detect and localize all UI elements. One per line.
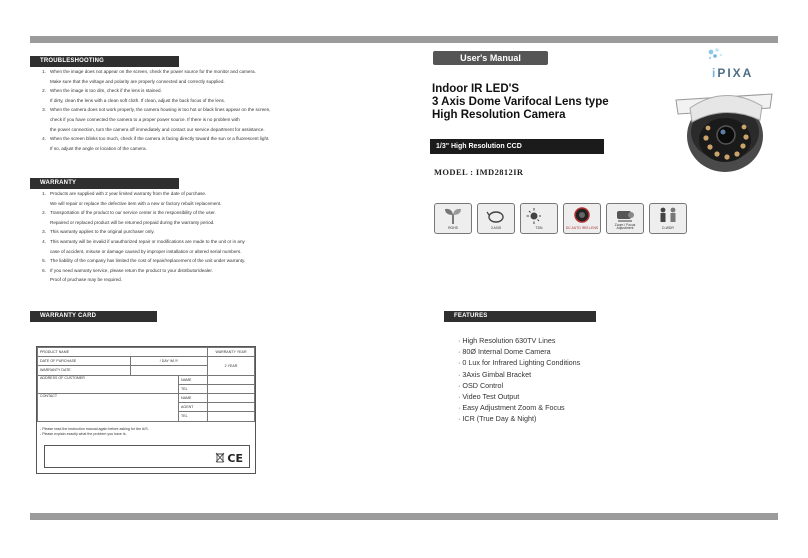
item-number: 3. xyxy=(42,229,46,235)
card-note-2: - Please explain exactly what the problem you have is. xyxy=(40,432,127,436)
feature-item: · OSD Control xyxy=(458,380,580,391)
top-band xyxy=(30,36,778,43)
list-item xyxy=(34,227,294,237)
tel-field xyxy=(208,384,255,393)
list-item xyxy=(34,247,294,257)
product-title-line-3: High Resolution Camera xyxy=(432,109,566,121)
item-number: 6. xyxy=(42,267,46,273)
ccd-label-bar: 1/3" High Resolution CCD xyxy=(430,139,604,154)
list-item xyxy=(34,125,294,135)
list-item xyxy=(34,86,294,96)
item-text: The liability of the company has limited the cost of repair/replacement of the unit under warranty. xyxy=(50,258,246,264)
list-item xyxy=(34,189,294,199)
item-text: Transportation of the product to our service center is the responsibility of the user. xyxy=(50,210,216,216)
troubleshooting-heading: TROUBLESHOOTING xyxy=(30,56,179,67)
three-axis-label: 3 AXIS xyxy=(490,226,502,231)
feature-item: · Video Test Output xyxy=(458,391,580,402)
product-name-label: PRODUCT NAME xyxy=(38,348,208,357)
item-text: This warranty will be invalid if unauthorized repair or modifications are made to the unit or in any xyxy=(50,238,245,244)
features-list xyxy=(458,335,580,425)
feature-item: · 80Ø Internal Dome Camera xyxy=(458,346,580,357)
lens-icon xyxy=(571,206,593,226)
list-item xyxy=(34,266,294,276)
item-text: When the camera does not work properly, the camera housing is too hot or black lines appear on the screen, xyxy=(50,107,271,113)
three-axis-badge xyxy=(477,203,515,234)
item-text: Make sure that the voltage and polarity are properly connected and correctly supplied. xyxy=(50,78,225,84)
item-text: We will repair or replace the defective item with a new or factory rebuilt replacement. xyxy=(50,200,222,206)
logo-rest-letters: PIXA xyxy=(717,66,754,80)
list-item xyxy=(34,96,294,106)
people-icon xyxy=(655,206,681,226)
tel-label: TEL xyxy=(179,384,208,393)
tel-field-2 xyxy=(208,412,255,421)
item-text: Proof of pruchase may be required. xyxy=(50,277,123,283)
list-item xyxy=(34,144,294,154)
item-text: If so, adjust the angle or location of the camera. xyxy=(50,145,147,151)
item-number: 1. xyxy=(42,191,46,196)
tel-label-2: TEL xyxy=(179,412,208,421)
dc-auto-iris-badge xyxy=(563,203,601,234)
list-item xyxy=(34,77,294,87)
troubleshooting-list xyxy=(34,67,294,153)
product-title-line-2: 3 Axis Dome Varifocal Lens type xyxy=(432,96,609,108)
leaf-icon xyxy=(442,206,464,226)
item-text: case of accident, misuse or damage caused by improper installation or altered serial numbers. xyxy=(50,248,242,254)
tdn-badge xyxy=(520,203,558,234)
rohs-label: ROHS xyxy=(448,226,458,231)
date-fields: / DAY /M /Y xyxy=(131,357,208,366)
signature-box xyxy=(44,445,250,468)
zoom-focus-badge xyxy=(606,203,644,234)
contact-label: CONTACT xyxy=(38,393,179,421)
features-heading: FEATURES xyxy=(444,311,596,322)
list-item xyxy=(34,134,294,144)
item-text: If dirty, clean the lens with a clean soft cloth. If clean, adjust the back focus of the lens. xyxy=(50,97,226,103)
list-item xyxy=(34,237,294,247)
agent-field xyxy=(208,403,255,412)
feature-item: · 3Axis Gimbal Bracket xyxy=(458,369,580,380)
item-text: If you need warranty service, please return the product to your distributor/dealer. xyxy=(50,267,213,273)
list-item xyxy=(34,256,294,266)
feature-item: · High Resolution 630TV Lines xyxy=(458,335,580,346)
warranty-date-field xyxy=(131,366,208,375)
warranty-date-label: WARRANTY DATE xyxy=(38,366,131,375)
ipixa-logo xyxy=(712,66,753,80)
warranty-heading: WARRANTY xyxy=(30,178,179,189)
item-number: 4. xyxy=(42,238,46,244)
name-field-2 xyxy=(208,393,255,402)
warranty-list xyxy=(34,189,294,285)
card-notes xyxy=(40,427,149,437)
product-title xyxy=(432,83,609,122)
rotate-icon xyxy=(485,206,507,226)
card-note-1: - Please read the instruction manual again before asking for the A/S. xyxy=(40,427,149,431)
date-of-purchase-label: DATE OF PURCHASE xyxy=(38,357,131,366)
item-text: check if you have connected the camera to a proper power source. If there is no problem with xyxy=(50,116,240,122)
item-text: Repaired or replaced product will be returned prepaid during the warranty period. xyxy=(50,219,215,225)
ce-mark-icon: CE xyxy=(227,452,243,465)
list-item xyxy=(34,199,294,209)
bottom-band xyxy=(30,513,778,520)
dome-camera-icon xyxy=(670,80,778,176)
item-number: 3. xyxy=(42,107,46,113)
name-field xyxy=(208,375,255,384)
dwdr-label: D-WDR xyxy=(662,226,674,231)
list-item xyxy=(34,115,294,125)
list-item xyxy=(34,218,294,228)
feature-item: · Easy Adjustment Zoom & Focus xyxy=(458,402,580,413)
sun-moon-icon xyxy=(526,206,552,226)
name-label-2: NAME xyxy=(179,393,208,402)
item-number: 1. xyxy=(42,69,46,74)
feature-item: · ICR (True Day & Night) xyxy=(458,413,580,424)
item-text: the power connection, turn the camera off immediately and contact our service department for assistance. xyxy=(50,126,265,132)
warranty-year-label: WARRANTY YEAR xyxy=(208,348,255,357)
two-year-value: 2 YEAR xyxy=(208,357,255,375)
recycle-bin-icon xyxy=(215,452,225,463)
name-label: NAME xyxy=(179,375,208,384)
list-item xyxy=(34,67,294,77)
product-title-line-1: Indoor IR LED'S xyxy=(432,83,520,95)
item-number: 4. xyxy=(42,136,46,142)
list-item xyxy=(34,208,294,218)
list-item xyxy=(34,275,294,285)
item-number: 2. xyxy=(42,210,46,216)
item-text: When the image does not appear on the screen, check the power source for the monitor and camera. xyxy=(50,69,256,74)
tdn-label: TDN xyxy=(535,226,543,231)
dwdr-badge xyxy=(649,203,687,234)
item-text: This warranty applies to the original purchaser only. xyxy=(50,229,155,235)
model-number: MODEL : IMD2812IR xyxy=(434,167,524,177)
rohs-badge xyxy=(434,203,472,234)
logo-i-letter: i xyxy=(712,66,718,80)
item-text: When the image is too dim, check if the lens is stained. xyxy=(50,88,162,94)
agent-label: AGENT xyxy=(179,403,208,412)
feature-item: · 0 Lux for Infrared Lighting Conditions xyxy=(458,357,580,368)
item-text: When the screen blinks too much, check if the camera is facing directly toward the sun or a fluorescent light. xyxy=(50,136,270,142)
item-number: 5. xyxy=(42,258,46,264)
users-manual-badge: User's Manual xyxy=(433,51,548,65)
zoom-focus-label: Zoom / Focus Adjustment xyxy=(614,222,636,231)
warranty-card-heading: WARRANTY CARD xyxy=(30,311,157,322)
dc-auto-iris-label: DC AUTO IRIS LENS xyxy=(565,226,599,231)
address-label: ADDRESS OF CUSTOMER xyxy=(38,375,179,393)
feature-icons-row xyxy=(434,203,687,234)
item-number: 2. xyxy=(42,88,46,94)
item-text: Products are supplied with 2 year limited warranty from the date of purchase. xyxy=(50,191,207,196)
list-item xyxy=(34,105,294,115)
